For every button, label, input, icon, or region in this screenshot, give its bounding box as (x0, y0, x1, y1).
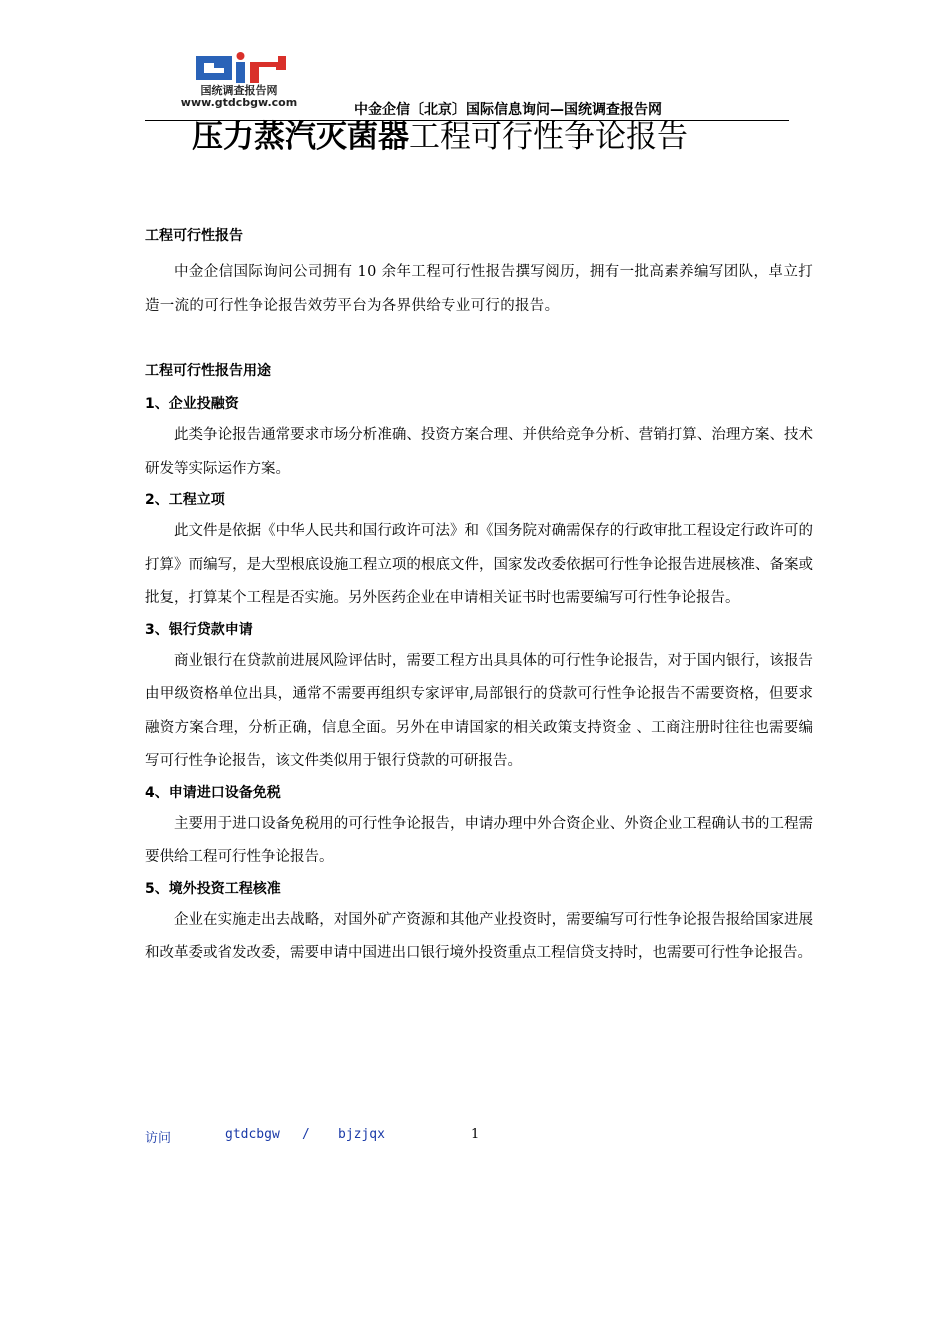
site-logo (174, 50, 304, 110)
section-paragraph: 此类争论报告通常要求市场分析准确、投资方案合理、并供给竞争分析、营销打算、治理方案、技术研发等实际运作方案。 (145, 427, 813, 477)
footer-slash: / (302, 1127, 310, 1142)
section-paragraph: 商业银行在贷款前进展风险评估时，需要工程方出具具体的可行性争论报告，对于国内银行，该报告由甲级资格单位出具，通常不需要再组织专家评审,局部银行的贷款可行性争论报告不需要资格，但要求融资方案合理，分析正确，信息全面。另外在申请国家的相关政策支持资金 、工商注册时往往也需要编写可行性争论报告，该文件类似用于银行贷款的可研报告。 (145, 652, 813, 769)
logo-mark-icon (174, 50, 304, 86)
logo-name: 国统调查报告网 (200, 84, 278, 97)
page-number: 1 (471, 1127, 480, 1142)
section-heading: 3、银行贷款申请 (145, 621, 253, 638)
section-heading: 工程可行性报告用途 (145, 363, 271, 379)
footer-site[interactable]: gtdcbgw (225, 1127, 280, 1142)
section-heading: 工程可行性报告 (145, 228, 243, 244)
section (145, 490, 813, 616)
section-heading: 4、申请进口设备免税 (145, 784, 281, 801)
section-paragraph: 企业在实施走出去战略，对国外矿产资源和其他产业投资时，需要编写可行性争论报告报给国家进展和改革委或省发改委，需要申请中国进出口银行境外投资重点工程信贷支持时，也需要可行性争论报告。 (145, 911, 813, 961)
section-paragraph: 此文件是依据《中华人民共和国行政许可法》和《国务院对确需保存的行政审批工程设定行政许可的打算》而编写，是大型根底设施工程立项的根底文件，国家发改委依据可行性争论报告进展核准、备案或批复，打算某个工程是否实施。另外医药企业在申请相关证书时也需要编写可行性争论报告。 (145, 523, 813, 606)
section (145, 620, 813, 779)
section-paragraph: 中金企信国际询问公司拥有 10 余年工程可行性报告撰写阅历，拥有一批高素养编写团队，卓立打造一流的可行性争论报告效劳平台为各界供给专业可行的报告。 (145, 264, 813, 314)
document-body (145, 226, 813, 971)
title-product: 压力蒸汽灭菌器 (192, 119, 409, 155)
section-heading: 2、工程立项 (145, 492, 225, 508)
header-company: 中金企信〔北京〕国际信息询问—国统调查报告网 (354, 102, 662, 118)
section-paragraph: 主要用于进口设备免税用的可行性争论报告，申请办理中外合资企业、外资企业工程确认书的工程需要供给工程可行性争论报告。 (145, 815, 813, 865)
title-rest: 工程可行性争论报告 (409, 119, 688, 155)
section (145, 361, 813, 381)
footer-path[interactable]: bjzjqx (338, 1127, 385, 1142)
page-title (192, 117, 688, 157)
section (145, 879, 813, 971)
section (145, 394, 813, 486)
section (145, 783, 813, 875)
section-heading: 5、境外投资工程核准 (145, 880, 281, 897)
section (145, 226, 813, 323)
section-heading: 1、企业投融资 (145, 396, 239, 412)
logo-url: www.gtdcbgw.com (180, 96, 298, 109)
footer-visit: 访问 (145, 1131, 172, 1146)
